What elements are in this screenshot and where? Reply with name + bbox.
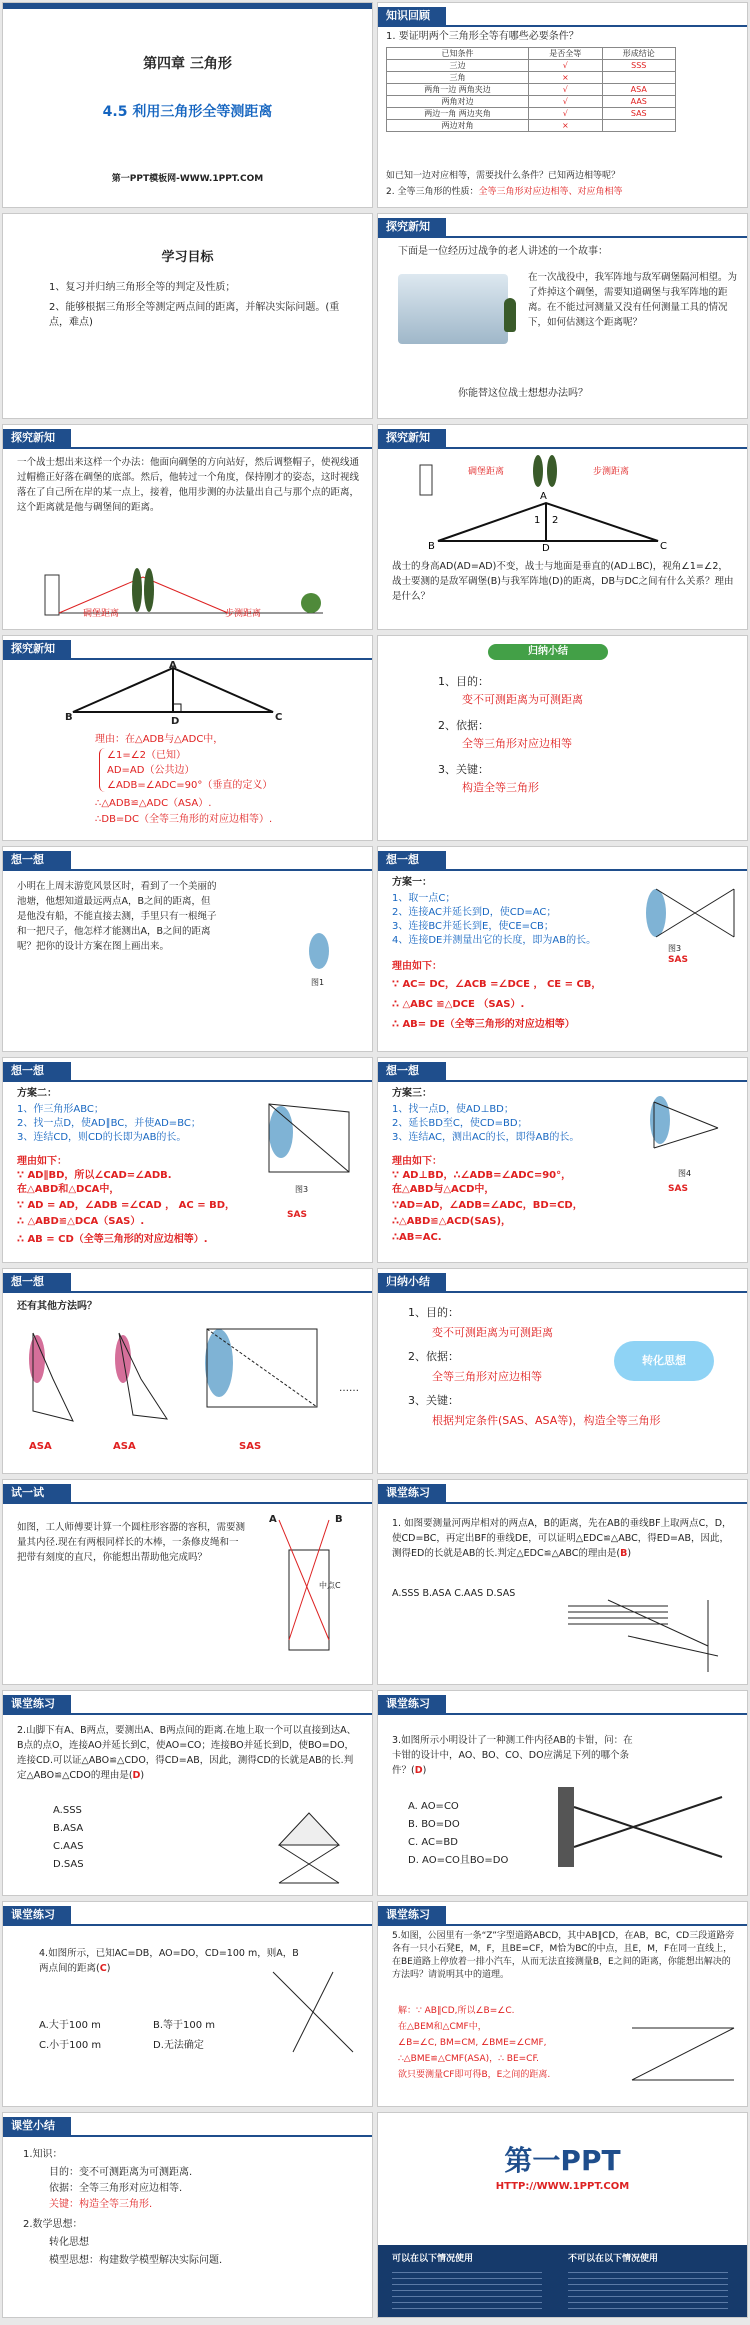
reason-3: ∵ AD = AD，∠ADB =∠CAD ， AC = BD， [17,1200,235,1211]
cross-figure [263,1962,363,2062]
header-line [3,1291,372,1293]
step-distance-label: 步测距离 [593,467,630,477]
reason-5: ∴DB=DC（全等三角形的对应边相等）. [95,814,273,825]
reason-0: 理由如下： [17,1156,67,1167]
reason-2: 在△ABD与△ACD中， [392,1184,495,1195]
slide-other-methods[interactable] [2,1268,373,1474]
header-line [3,1502,372,1504]
reason-1: ∵ AD∥BD，所以∠CAD=∠ADB. [17,1170,172,1181]
slide-exercise-4[interactable] [2,1901,373,2107]
slide-header: 试一试 [3,1484,71,1502]
methods-figures [13,1319,363,1429]
header-line [378,869,747,871]
option-c: C. AC=BD [408,1837,458,1848]
plan-2-figure [259,1098,359,1178]
slide-header: 想一想 [3,1273,71,1291]
pond-icon [309,933,329,969]
item-3-value: 根据判定条件(SAS、ASA等)，构造全等三角形 [432,1414,661,1427]
label-D: D [171,716,180,727]
item-3: 3、关键： [438,763,489,776]
slide-header: 探究新知 [378,429,446,447]
river-figure [568,1596,738,1676]
river-scene-image [398,274,508,344]
slide-think[interactable] [2,846,373,1052]
option-b: B.ASA [53,1823,84,1834]
step-4: 4、连接DE并测量出它的长度，即为AB的长。 [392,935,597,946]
thinking-cloud: 转化思想 [614,1341,714,1381]
fig-label: 图3 [295,1185,309,1194]
slide-header: 课堂练习 [378,1695,446,1713]
math-thought-1: 转化思想 [49,2237,89,2248]
footer-bar [378,2245,747,2317]
option-c: C.小于100 m [39,2040,102,2051]
slide-summary-2[interactable] [377,1268,748,1474]
link-list-right [568,2267,728,2311]
slide-brand[interactable] [377,2112,748,2318]
site-label: 第一PPT模板网-WWW.1PPT.COM [111,174,264,184]
slide-goals[interactable] [2,213,373,419]
slide-header: 课堂练习 [3,1906,71,1924]
brand-logo: 第一PPT [504,2144,621,2177]
question-2: 如已知一边对应相等，需要找什么条件？已知两边相等呢？ [386,171,621,181]
slide-review[interactable] [377,2,748,208]
plan-title: 方案二： [17,1088,57,1099]
label-A: A [169,660,177,671]
slide-header: 探究新知 [3,640,71,658]
step-3: 3、连结AC，测出AC的长，即得AB的长。 [392,1132,580,1143]
triangle-figure [63,662,293,722]
header-line [378,1713,747,1715]
option-b: B. BO=DO [408,1819,460,1830]
svg-text:2: 2 [552,515,559,526]
reason-0: 理由：在△ADB与△ADC中， [95,734,224,745]
brand-url: HTTP://WWW.1PPT.COM [495,2181,630,2192]
svg-text:1: 1 [534,515,541,526]
reason-4: ∴ △ABD≌△DCA（SAS）. [17,1216,145,1227]
item-3: 3、关键： [408,1394,459,1407]
label-asa-2: ASA [113,1441,136,1452]
header-line [3,1713,372,1715]
slide-header: 想一想 [3,851,71,869]
slide-plan-3[interactable] [377,1057,748,1263]
header-line [3,2135,372,2137]
slide-exercise-2[interactable] [2,1690,373,1896]
question-text: 3.如图所示小明设计了一种测工件内径AB的卡钳，问：在卡钳的设计中，AO、BO、CO、DO应满足下列的哪个条件？(D) [392,1735,633,1776]
can-use: 可以在以下情况使用 [392,2254,474,2264]
option-d: D.无法确定 [153,2040,204,2051]
plan-1-figure [640,883,740,943]
svg-text:B: B [428,541,435,552]
slide-story[interactable] [377,213,748,419]
sas-label: SAS [668,955,688,965]
item-2: 2、依据： [438,719,489,732]
fort-distance-label: 碉堡距离 [83,609,120,619]
header-line [3,447,372,449]
option-b: B.等于100 m [153,2020,216,2031]
reason-2: 在△ABD和△DCA中， [17,1184,120,1195]
brace-icon [99,748,105,792]
reason-3: ∴ AB= DE（全等三角形的对应边相等） [392,1019,575,1030]
story-text: 在一次战役中，我军阵地与敌军碉堡隔河相望。为了炸掉这个碉堡，需要知道碉堡与我军阵地的距离。在不能过河测量又没有任何测量工具的情况下，如何估测这个距离呢？ [528,272,738,328]
summary-badge: 归纳小结 [488,644,608,660]
reason-5: ∴ AB = CD（全等三角形的对应边相等）. [17,1234,208,1245]
solution-1: 解：∵ AB∥CD,所以∠B=∠C. [398,2006,515,2016]
option-a: A.大于100 m [39,2020,101,2031]
reason-5: ∴AB=AC. [392,1232,442,1243]
step-2: 2、延长BD至C，使CD=BD； [392,1118,528,1129]
step-3: 3、连接BC并延长到E，使CE=CB； [392,921,554,932]
reason-1: ∵ AC= DC，∠ACB =∠DCE ， CE = CB， [392,979,602,990]
problem-text: 如图，工人师傅要计算一个圆柱形容器的容积，需要测量其内径.现在有两根同样长的木棒，一条修皮绳和一把带有刻度的直尺，你能想出帮助他完成吗？ [17,1522,246,1563]
step-distance-label: 步测距离 [225,609,262,619]
step-2: 2、找一点D，使AD∥BC，并使AD=BC； [17,1118,201,1129]
knowledge-2: 依据：全等三角形对应边相等. [49,2183,183,2194]
item-1-value: 变不可测距离为可测距离 [462,693,583,706]
slide-method[interactable] [2,424,373,630]
condition-table: 已知条件 是否全等 形成结论 三边 √ SSS 三角 × 两角一边 两角夹边 √ ASA 两角对边 √ AAS 两边一角 两边夹角 √ SAS 两边对角 × [386,47,676,132]
reason-3: ∠ADB=∠ADC=90°（垂直的定义） [107,780,273,791]
item-2-value: 全等三角形对应边相等 [462,737,572,750]
reason-1: ∵ AD⊥BD，∴∠ADB=∠ADC=90°， [392,1170,572,1181]
caliper-figure [552,1777,742,1877]
lesson-title: 4.5 利用三角形全等测距离 [102,104,273,120]
reason-4: ∴△ABD≌△ACD(SAS)， [392,1216,512,1227]
reason-2: ∴ △ABC ≌△DCE （SAS）. [392,999,525,1010]
header-line [378,1291,747,1293]
more-dots: …… [339,1383,359,1394]
label-asa-1: ASA [29,1441,52,1452]
analysis-text: 战士的身高AD(AD=AD)不变，战士与地面是垂直的(AD⊥BC)，视角∠1=∠2，战士要测的是敌军碉堡(B)与我军阵地(D)的距离，DB与DC之间有什么关系？理由是什么？ [392,561,734,602]
slide-exercise-3[interactable] [377,1690,748,1896]
chapter-title: 第四章 三角形 [143,56,232,72]
reason-2: AD=AD（公共边） [107,765,195,776]
slide-exercise-5[interactable] [377,1901,748,2107]
header-line [3,869,372,871]
plan-title: 方案一： [392,877,432,888]
property: 2. 全等三角形的性质：全等三角形对应边相等、对应角相等 [386,187,623,197]
title-bar [3,3,372,9]
solution-4: ∴△BME≌△CMF(ASA)，∴ BE=CF. [398,2054,540,2064]
reason-4: ∴△ADB≌△ADC（ASA）. [95,798,212,809]
step-1: 1、取一点C； [392,893,456,904]
slide-analysis[interactable] [377,424,748,630]
z-road-figure [624,2014,742,2094]
slide-summary-1[interactable] [377,635,748,841]
plan-title: 方案三： [392,1088,432,1099]
question-text: 5.如图，公园里有一条“Z”字型道路ABCD，其中AB∥CD，在AB，BC，CD三段道路旁各有一只小石凳E，M，F，且BE=CF，M恰为BC的中点，且E，M，F在同一直线上，在BE道路上停放着一排小汽车，从而无法直接测量B，E之间的距离，你能想出解决的方法吗？请说明其中的道理。 [392,1931,735,1980]
fig-label: 图1 [311,978,325,987]
label-C: C [275,712,283,723]
step-2: 2、连接AC并延长到D，使CD=AC； [392,907,557,918]
slide-plan-1[interactable] [377,846,748,1052]
label-B: B [335,1514,343,1525]
label-B: B [65,712,73,723]
header-line [3,1080,372,1082]
header-line [378,236,747,238]
question: 1. 要证明两个三角形全等有哪些必要条件？ [386,31,579,42]
ask: 你能替这位战士想想办法吗？ [458,388,588,399]
slide-header: 想一想 [378,1062,446,1080]
goals-title: 学习目标 [161,250,214,265]
option-d: D. AO=CO且BO=DO [408,1855,509,1866]
slide-plan-2[interactable] [2,1057,373,1263]
sas-label: SAS [668,1184,688,1194]
slide-proof[interactable] [2,635,373,841]
math-thought-2: 模型思想：构建数学模型解决实际问题. [49,2255,223,2266]
plan-3-figure [634,1088,734,1168]
solution-3: ∠B=∠C, BM=CM, ∠BME=∠CMF, [398,2038,547,2048]
header-line [3,658,372,660]
slide-header: 探究新知 [3,429,71,447]
problem-text: 小明在上周末游览风景区时，看到了一个美丽的池塘，他想知道最远两点A，B之间的距离，但是他没有船，不能直接去测，手里只有一根绳子和一把尺子，他怎样才能测出A，B之间的距离呢？把你的设计方案在图上画出来。 [17,881,217,952]
slide-header: 探究新知 [378,218,446,236]
math-thought: 2.数学思想： [23,2219,83,2230]
cannot-use: 不可以在以下情况使用 [568,2254,659,2264]
item-2-value: 全等三角形对应边相等 [432,1370,542,1383]
solution-5: 欲只要测量CF即可得B，E之间的距离. [398,2070,551,2080]
header-line [378,1924,747,1926]
sas-label: SAS [287,1210,307,1220]
reason-0: 理由如下： [392,961,442,972]
header-line [378,1080,747,1082]
step-3: 3、连结CD，则CD的长即为AB的长。 [17,1132,187,1143]
question: 还有其他方法吗？ [17,1301,97,1312]
soldier-triangle-diagram [418,453,718,553]
midpoint-label: 中点C [319,1581,341,1590]
slide-class-summary[interactable] [2,2112,373,2318]
slide-header: 课堂练习 [378,1906,446,1924]
fort-distance-label: 碉堡距离 [468,467,505,477]
header-line [378,1502,747,1504]
options: A.SSS B.ASA C.AAS D.SAS [392,1588,516,1599]
slide-header: 想一想 [3,1062,71,1080]
goal-1: 1、复习并归纳三角形全等的判定及性质； [49,282,236,293]
question-text: 2.山脚下有A、B两点，要测出A、B两点间的距离.在地上取一个可以直接到达A、B点的点O，连接AO并延长到C，使AO=CO；连接BO并延长到D，使BO=DO，连接CD.可以证△ABO≌△CDO，得CD=AB，因此，测得CD的长就是AB的长.判定△ABO≌△CDO的理由是(D) [17,1725,357,1781]
svg-text:D: D [542,543,550,553]
reason-0: 理由如下： [392,1156,442,1167]
step-1: 1、找一点D，使AD⊥BD； [392,1104,514,1115]
knowledge-1: 目的：变不可测距离为可测距离. [49,2167,193,2178]
option-d: D.SAS [53,1859,84,1870]
intro: 下面是一位经历过战争的老人讲述的一个故事： [398,246,608,257]
header-line [3,1924,372,1926]
header-line [378,25,747,27]
slide-header: 课堂小结 [3,2117,71,2135]
step-1: 1、作三角形ABC； [17,1104,104,1115]
question-text: 1. 如图要测量河两岸相对的两点A，B的距离，先在AB的垂线BF上取两点C，D，使CD=BC，再定出BF的垂线DE，可以证明△EDC≌△ABC，得ED=AB，因此，测得ED的长就是AB的长.判定△EDC≌△ABC的理由是(B) [392,1518,732,1559]
option-c: C.AAS [53,1841,84,1852]
fig-label: 图4 [678,1169,692,1178]
item-3-value: 构造全等三角形 [462,781,539,794]
label-A: A [269,1514,277,1525]
option-a: A.SSS [53,1805,82,1816]
method-text: 一个战士想出来这样一个办法：他面向碉堡的方向站好，然后调整帽子，使视线通过帽檐正好落在碉堡的底部。然后，他转过一个角度，保持刚才的姿态，这时视线落在了自己所在岸的某一点上，接着，他用步测的办法量出自己与那个点的距离，这个距离就是他与碉堡间的距离。 [17,457,360,513]
option-a: A. AO=CO [408,1801,459,1812]
header-line [378,447,747,449]
slide-title[interactable] [2,2,373,208]
mountain-figure [269,1809,359,1889]
item-1-value: 变不可测距离为可测距离 [432,1326,553,1339]
knowledge-3: 关键：构造全等三角形. [49,2199,153,2210]
link-list-left [392,2267,542,2311]
item-2: 2、依据： [408,1350,459,1363]
soldier-figure [504,298,516,332]
knowledge: 1.知识： [23,2149,63,2160]
slide-header: 想一想 [378,851,446,869]
goal-2: 2、能够根据三角形全等测定两点间的距离，并解决实际问题。(重点，难点) [49,302,340,328]
slide-header: 课堂练习 [3,1695,71,1713]
label-sas: SAS [239,1441,262,1452]
slide-header: 归纳小结 [378,1273,446,1291]
slide-try[interactable] [2,1479,373,1685]
slide-exercise-1[interactable] [377,1479,748,1685]
svg-text:A: A [540,491,547,502]
item-1: 1、目的： [408,1306,459,1319]
slide-header: 课堂练习 [378,1484,446,1502]
reason-1: ∠1=∠2（已知） [107,750,187,761]
slide-header: 知识回顾 [378,7,446,25]
item-1: 1、目的： [438,675,489,688]
svg-text:C: C [660,541,667,552]
fig-label: 图3 [668,944,682,953]
question-text: 4.如图所示，已知AC=DB，AO=DO，CD=100 m，则A，B两点间的距离(C) [39,1948,299,1974]
reason-3: ∵AD=AD，∠ADB=∠ADC，BD=CD， [392,1200,583,1211]
solution-2: 在△BEM和△CMF中， [398,2022,487,2032]
